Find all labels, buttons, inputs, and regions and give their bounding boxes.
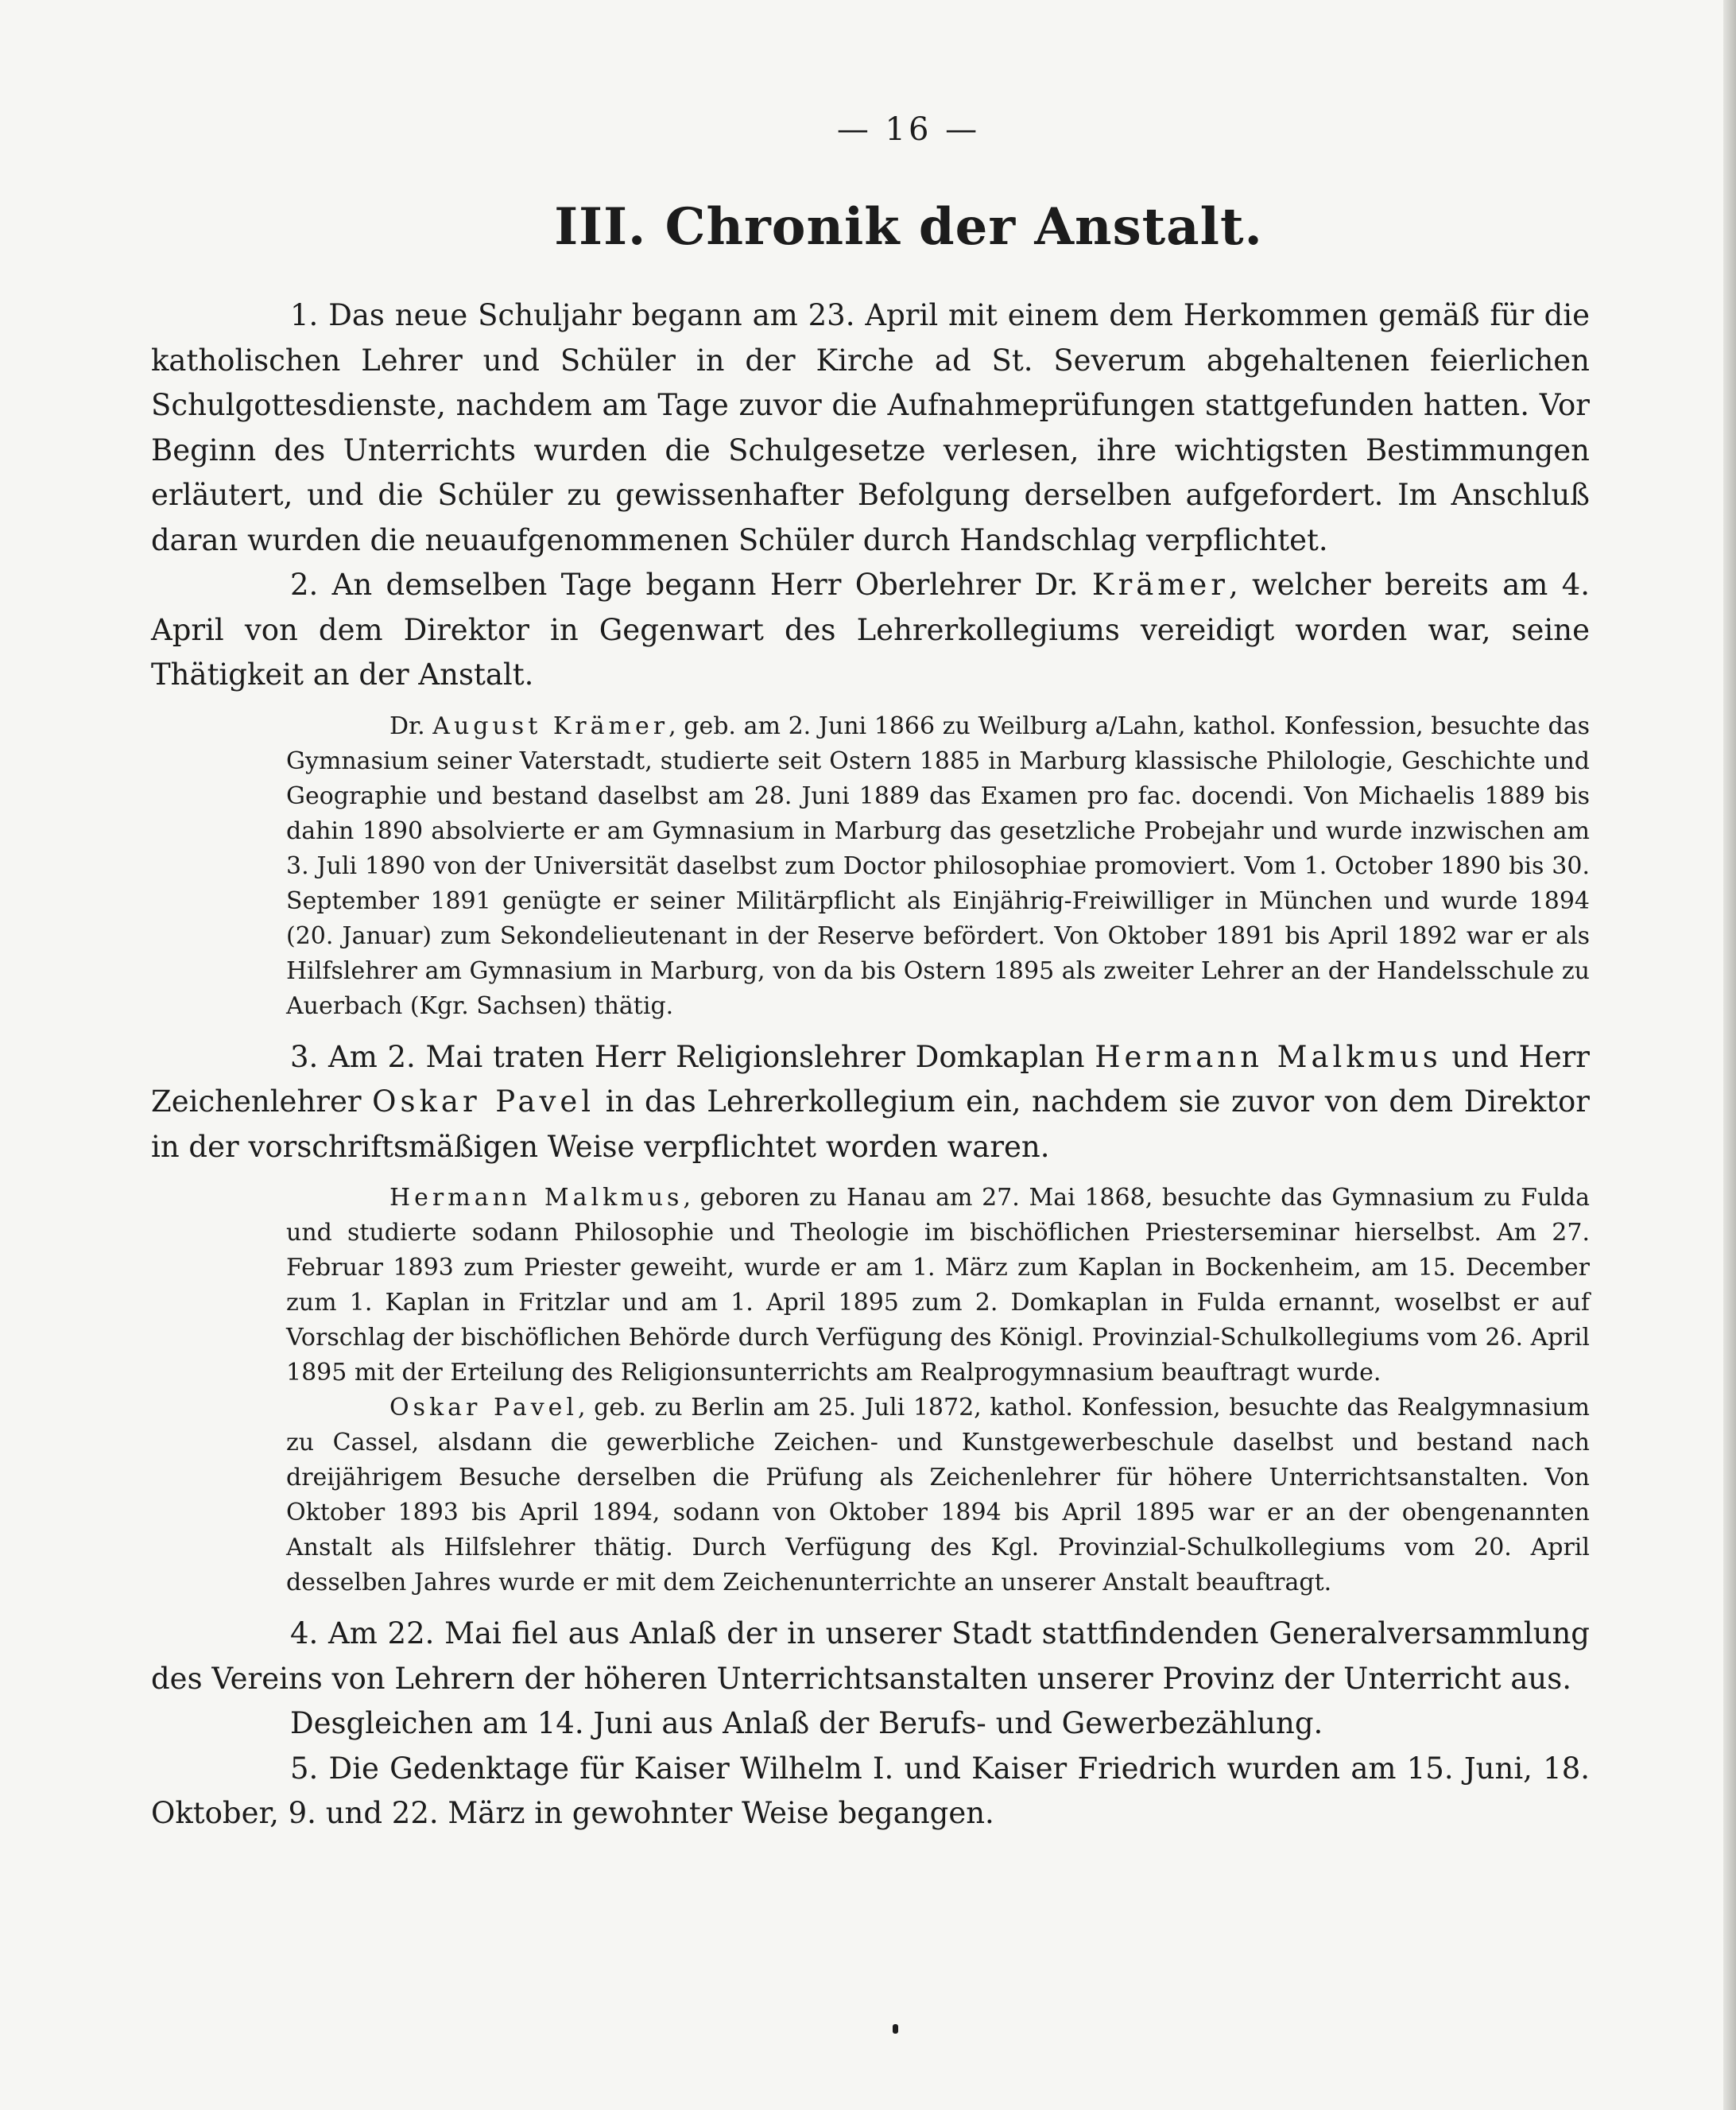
- paragraph-4-addendum: Desgleichen am 14. Juni aus Anlaß der Berufs- und Gewerbezählung.: [290, 1706, 1323, 1740]
- bio-kraemer-prefix: Dr.: [389, 712, 433, 740]
- chapter-title: III. Chronik der Anstalt.: [554, 197, 1263, 257]
- bio-pavel-text: , geb. zu Berlin am 25. Juli 1872, kathol. Konfession, besuchte das Realgymnasium zu Cassel, alsdann die gewerbliche Zeichen- und Kunstgewerbeschule daselbst und bestand nach dreijährigem Besuche derselben die Prüfung als Zeichenlehrer für höhere Unterrichtsanstalten. Von Oktober 1893 bis April 1894, sodann von Oktober 1894 bis April 1895 war er an der obengenannten Anstalt als Hilfslehrer thätig. Durch Verfügung des Kgl. Provinzial-Schulkollegiums vom 20. April desselben Jahres wurde er mit dem Zeichenunterrichte an unserer Anstalt beauftragt.: [286, 1394, 1591, 1596]
- paragraph-3-text-b: und Herr Zeichenlehrer: [151, 1039, 1590, 1119]
- bio-kraemer-name: August Krämer: [432, 712, 669, 740]
- paragraph-3-text-a: 3. Am 2. Mai traten Herr Religionslehrer Domkaplan: [290, 1039, 1095, 1074]
- paragraph-2-text-a: 2. An demselben Tage begann Herr Oberlehrer Dr.: [290, 568, 1092, 602]
- name-malkmus: Hermann Malkmus: [1095, 1039, 1442, 1074]
- bio-pavel-name: Oskar Pavel: [389, 1394, 579, 1422]
- binding-edge: [1723, 0, 1736, 2110]
- paragraph-5: 5. Die Gedenktage für Kaiser Wilhelm I. und Kaiser Friedrich wurden am 15. Juni, 18. Oktober, 9. und 22. März in gewohnter Weise begangen.: [151, 1751, 1590, 1830]
- paragraph-4: 4. Am 22. Mai fiel aus Anlaß der in unserer Stadt stattfindenden Generalversammlung des Vereins von Lehrern der höheren Unterrichtsanstalten unserer Provinz der Unterricht aus.: [151, 1616, 1590, 1696]
- ink-dot: [893, 2024, 898, 2034]
- name-kraemer: Krämer: [1091, 568, 1229, 602]
- bio-malkmus-name: Hermann Malkmus: [389, 1184, 684, 1212]
- bio-malkmus: [286, 1181, 1590, 1391]
- name-pavel: Oskar Pavel: [372, 1084, 595, 1119]
- paragraph-1: 1. Das neue Schuljahr begann am 23. April mit einem dem Herkommen gemäß für die katholischen Lehrer und Schüler in der Kirche ad St. Severum abgehaltenen feierlichen Schulgottesdienste, nachdem am Tage zuvor die Aufnahmeprüfungen stattgefunden hatten. Vor Beginn des Unterrichts wurden die Schulgesetze verlesen, ihre wichtigsten Bestimmungen erläutert, und die Schüler zu gewissenhafter Befolgung derselben aufgefordert. Im Anschluß daran wurden die neuaufgenommenen Schüler durch Handschlag verpflichtet.: [151, 298, 1590, 557]
- paragraph-2: [151, 563, 1590, 698]
- bio-pavel: [286, 1391, 1590, 1600]
- paragraph-3: [151, 1035, 1590, 1170]
- paragraph-2-text-b: , welcher bereits am 4. April von dem Direktor in Gegenwart des Lehrerkollegiums vereidigt worden war, seine Thätigkeit an der Anstalt.: [151, 568, 1590, 692]
- bio-kraemer-text: , geb. am 2. Juni 1866 zu Weilburg a/Lahn, kathol. Konfession, besuchte das Gymnasium seiner Vaterstadt, studierte seit Ostern 1885 in Marburg klassische Philologie, Geschichte und Geographie und bestand daselbst am 28. Juni 1889 das Examen pro fac. docendi. Von Michaelis 1889 bis dahin 1890 absolvierte er am Gymnasium in Marburg das gesetzliche Probejahr und wurde inzwischen am 3. Juli 1890 von der Universität daselbst zum Doctor philosophiae promoviert. Vom 1. October 1890 bis 30. September 1891 genügte er seiner Militärpflicht als Einjährig-Freiwilliger in München und wurde 1894 (20. Januar) zum Sekondelieutenant in der Reserve befördert. Von Oktober 1891 bis April 1892 war er als Hilfslehrer am Gymnasium in Marburg, von da bis Ostern 1895 als zweiter Lehrer an der Handelsschule zu Auerbach (Kgr. Sachsen) thätig.: [286, 712, 1590, 1020]
- bio-kraemer: [286, 709, 1590, 1024]
- document-page: [151, 111, 1590, 1837]
- paragraph-3-text-c: in das Lehrerkollegium ein, nachdem sie zuvor von dem Direktor in der vorschriftsmäßigen Weise verpflichtet worden waren.: [151, 1084, 1590, 1164]
- bio-malkmus-text: , geboren zu Hanau am 27. Mai 1868, besuchte das Gymnasium zu Fulda und studierte sodann Philosophie und Theologie im bischöflichen Priesterseminar hierselbst. Am 27. Februar 1893 zum Priester geweiht, wurde er am 1. März zum Kaplan in Bockenheim, am 15. December zum 1. Kaplan in Fritzlar und am 1. April 1895 zum 2. Domkaplan in Fulda ernannt, woselbst er auf Vorschlag der bischöflichen Behörde durch Verfügung des Königl. Provinzial-Schulkollegiums vom 26. April 1895 mit der Erteilung des Religionsunterrichts am Realprogymnasium beauftragt wurde.: [286, 1184, 1591, 1387]
- page-number: — 16 —: [836, 111, 981, 148]
